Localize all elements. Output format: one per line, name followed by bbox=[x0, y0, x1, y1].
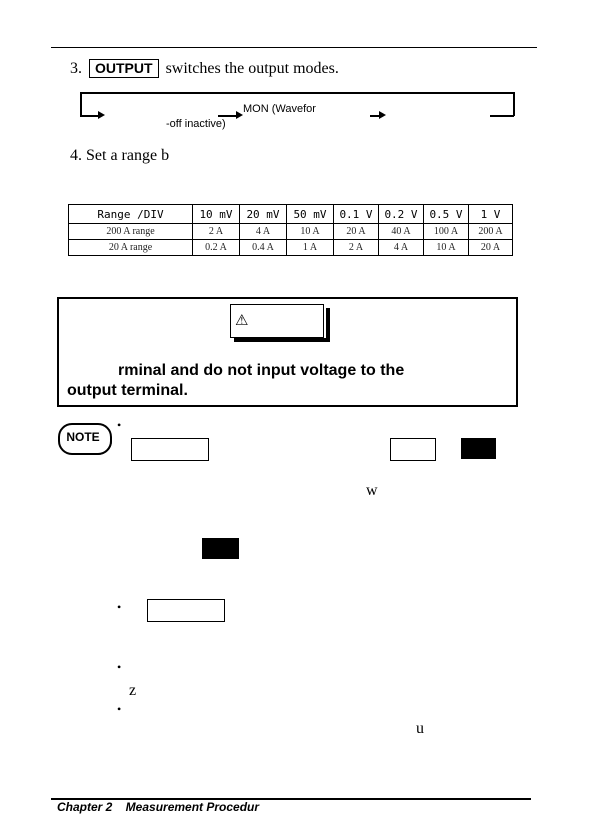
flow-right-return bbox=[490, 115, 514, 117]
step-3 bbox=[70, 59, 339, 78]
output-key[interactable]: OUTPUT bbox=[89, 59, 159, 78]
table-row bbox=[69, 224, 513, 240]
flow-arrow-1 bbox=[98, 111, 105, 119]
flow-arrow-3 bbox=[379, 111, 386, 119]
table-cell: 2 A bbox=[193, 224, 240, 240]
note-fragment-z: z bbox=[129, 682, 137, 699]
table-cell: 4 A bbox=[240, 224, 287, 240]
table-cell: 40 A bbox=[379, 224, 424, 240]
table-cell: 100 A bbox=[424, 224, 469, 240]
warning-icon: ⚠ bbox=[235, 311, 249, 329]
header-cell: 0.1 V bbox=[334, 205, 379, 224]
step-4-number: 4. bbox=[70, 147, 82, 164]
table-cell: 20 A bbox=[469, 240, 513, 256]
key-box-dark[interactable] bbox=[461, 438, 496, 459]
note-bullet: • bbox=[117, 600, 122, 614]
note-bullet: • bbox=[117, 702, 122, 716]
warning-label-shadow bbox=[326, 308, 330, 342]
key-box[interactable] bbox=[147, 599, 225, 622]
note-bullet: • bbox=[117, 660, 122, 674]
table-cell: 10 A bbox=[424, 240, 469, 256]
flow-arrow-2 bbox=[236, 111, 243, 119]
flow-right-line bbox=[513, 92, 515, 116]
step-3-number: 3. bbox=[70, 60, 82, 77]
table-row bbox=[69, 240, 513, 256]
table-cell: 4 A bbox=[379, 240, 424, 256]
table-cell: 0.2 A bbox=[193, 240, 240, 256]
table-cell: 20 A range bbox=[69, 240, 193, 256]
table-cell: 0.4 A bbox=[240, 240, 287, 256]
step-4-text: Set a range b bbox=[86, 147, 170, 164]
warning-label bbox=[230, 304, 324, 338]
note-bullet: • bbox=[117, 418, 122, 432]
warning-text-line-1: rminal and do not input voltage to the bbox=[118, 362, 405, 379]
key-box-dark[interactable] bbox=[202, 538, 239, 559]
key-box[interactable] bbox=[131, 438, 209, 461]
step-3-text: switches the output modes. bbox=[165, 60, 339, 77]
header-cell: 1 V bbox=[469, 205, 513, 224]
warning-text-line-2: output terminal. bbox=[67, 382, 188, 399]
warning-label-shadow bbox=[234, 338, 330, 342]
header-cell: 0.5 V bbox=[424, 205, 469, 224]
key-box[interactable] bbox=[390, 438, 436, 461]
range-table-header bbox=[69, 205, 513, 224]
table-cell: 2 A bbox=[334, 240, 379, 256]
flow-left-line bbox=[80, 92, 82, 116]
note-fragment-w: w bbox=[366, 482, 378, 499]
note-fragment-u: u bbox=[416, 720, 424, 737]
flow-arrow-1-line bbox=[80, 115, 99, 117]
table-cell: 1 A bbox=[287, 240, 334, 256]
table-cell: 200 A bbox=[469, 224, 513, 240]
header-cell: Range /DIV bbox=[69, 205, 193, 224]
flow-label-off: -off inactive) bbox=[166, 118, 226, 130]
header-rule bbox=[51, 47, 537, 48]
step-4 bbox=[70, 147, 169, 165]
header-cell: 50 mV bbox=[287, 205, 334, 224]
range-table bbox=[68, 204, 513, 256]
note-label: NOTE bbox=[66, 430, 100, 444]
table-cell: 10 A bbox=[287, 224, 334, 240]
header-cell: 10 mV bbox=[193, 205, 240, 224]
table-cell: 200 A range bbox=[69, 224, 193, 240]
flow-arrow-2-line bbox=[218, 115, 237, 117]
chapter-footer: Chapter 2 Measurement Procedur bbox=[57, 800, 260, 814]
header-cell: 20 mV bbox=[240, 205, 287, 224]
flow-top-line bbox=[80, 92, 515, 94]
flow-label-mon: MON (Wavefor bbox=[243, 103, 316, 115]
table-cell: 20 A bbox=[334, 224, 379, 240]
header-cell: 0.2 V bbox=[379, 205, 424, 224]
